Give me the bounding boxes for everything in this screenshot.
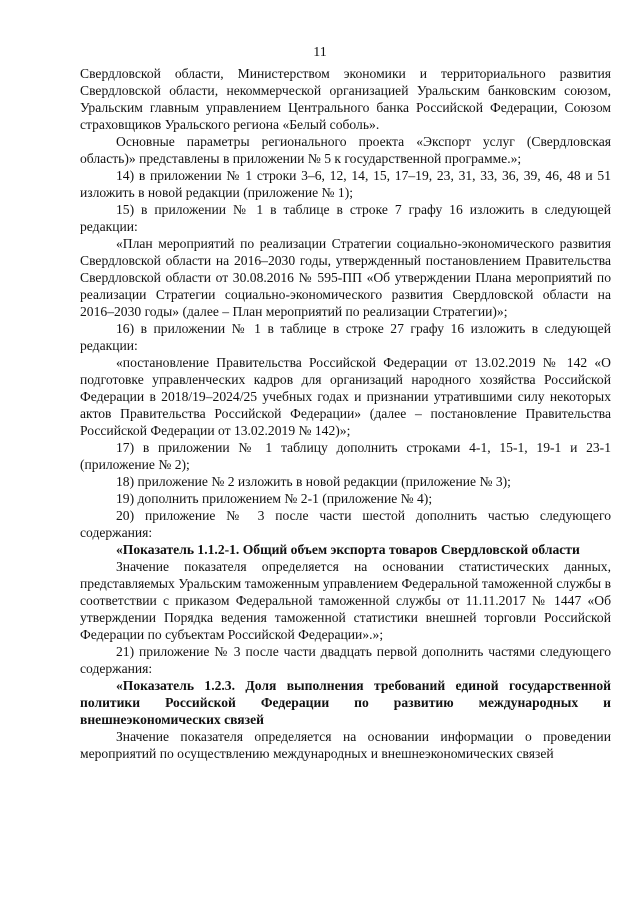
paragraph: 16) в приложении № 1 в таблице в строке 27 графу 16 изложить в следующей редакции: — [80, 321, 611, 353]
indicator-heading: «Показатель 1.1.2-1. Общий объем экспорта товаров Свердловской области — [116, 542, 580, 557]
paragraph: Свердловской области, Министерством экономики и территориального развития Свердловской области, некоммерческой организацией Уральским банковским союзом, Уральским главным управлением Центрального банка Российской Федерации, Союзом страховщиков Уральского региона «Белый соболь». — [80, 66, 611, 132]
paragraph: 19) дополнить приложением № 2-1 (приложение № 4); — [116, 491, 433, 506]
paragraph: 17) в приложении № 1 таблицу дополнить строками 4-1, 15-1, 19-1 и 23-1 (приложение № 2); — [80, 440, 611, 472]
paragraph: 15) в приложении № 1 в таблице в строке 7 графу 16 изложить в следующей редакции: — [80, 202, 611, 234]
paragraph: 14) в приложении № 1 строки 3–6, 12, 14, 15, 17–19, 23, 31, 33, 36, 39, 46, 48 и 51 изложить в новой редакции (приложение № 1); — [80, 168, 611, 200]
quoted-paragraph: «План мероприятий по реализации Стратегии социально-экономического развития Свердловской области на 2016–2030 годы, утвержденный постановлением Правительства Свердловской области от 30.08.2016 № 595-ПП «Об утверждении Плана мероприятий по реализации Стратегии социально-экономического развития Свердловской области на 2016–2030 годы» (далее – План мероприятий по реализации Стратегии)»; — [80, 236, 611, 319]
paragraph: 21) приложение № 3 после части двадцать первой дополнить частями следующего содержания: — [80, 644, 611, 676]
paragraph: 20) приложение № 3 после части шестой дополнить частью следующего содержания: — [80, 508, 611, 540]
document-body — [80, 65, 611, 762]
paragraph: Основные параметры регионального проекта «Экспорт услуг (Свердловская область)» представлены в приложении № 5 к государственной программе.»; — [80, 134, 611, 166]
paragraph: Значение показателя определяется на основании статистических данных, представляемых Уральским таможенным управлением Федеральной таможенной службы в соответствии с приказом Федеральной таможенной службы от 11.11.2017 № 1447 «Об утверждении Порядка ведения таможенной статистики внешней торговли Российской Федерации по субъектам Российской Федерации».»; — [80, 559, 611, 642]
paragraph: 18) приложение № 2 изложить в новой редакции (приложение № 3); — [116, 474, 511, 489]
page-number: 11 — [313, 45, 327, 60]
indicator-heading: «Показатель 1.2.3. Доля выполнения требований единой государственной политики Российской Федерации по развитию международных и внешнеэкономических связей — [80, 678, 611, 727]
paragraph: Значение показателя определяется на основании информации о проведении мероприятий по осуществлению международных и внешнеэкономических связей — [80, 729, 611, 761]
quoted-paragraph: «постановление Правительства Российской Федерации от 13.02.2019 № 142 «О подготовке управленческих кадров для организаций народного хозяйства Российской Федерации в 2018/19–2024/25 учебных годах и признании утратившими силу некоторых актов Правительства Российской Федерации» (далее – постановление Правительства Российской Федерации от 13.02.2019 № 142)»; — [80, 355, 611, 438]
